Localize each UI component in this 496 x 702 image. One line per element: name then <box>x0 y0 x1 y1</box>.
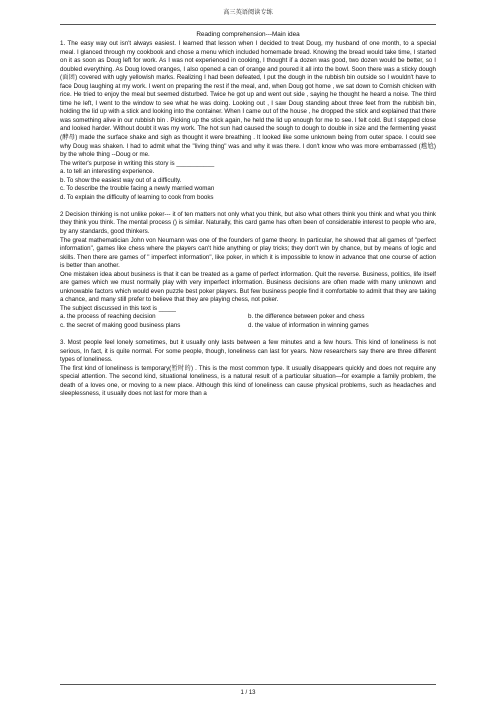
page-number: 1 / 13 <box>240 690 256 696</box>
q2-paragraph-2: The great mathematician John von Neumann was one of the founders of game theory. In particular, he showed that all games of "perfect information", games like chess where the players can't hide anything or play tricks; they don't win by chance, but by means of logic and skills. Then there are games of " imperfect information", like poker, in which it is impossible to know in advance that one course of action is better than another. <box>60 236 436 270</box>
q2-paragraph-3: One mistaken idea about business is that it can be treated as a game of perfect information. Quit the reverse. Business, politics, life itself are games which we must normally play with very imperfect information. Business decisions are often made with many unknown and unknowable factors which would even puzzle best poker players. But few business people find it comfortable to admit that they are taking a chance, and many still prefer to believe that they are playing chess, not poker. <box>60 270 436 304</box>
q1-option-a: a. to tell an interesting experience. <box>60 168 155 176</box>
q1-option-c: c. To describe the trouble facing a newly married woman <box>60 185 215 193</box>
section-spacer <box>60 331 436 340</box>
q3-paragraph-2: The first kind of loneliness is temporary(暂时的) . This is the most common type. It usually disappears quickly and does not require any special attention. The second kind, situational loneliness, is a natural result of a particular situation—for example a family problem, the death of a loves one, or moving to a new place. Although this kind of loneliness can cause physical problems, such as headaches and sleeplessness, it usually does not last for more than a <box>60 364 436 398</box>
q2-option-b: b. the difference between poker and chess <box>248 313 365 321</box>
q1-option-d: d. To explain the difficulty of learning to cook from books <box>60 193 214 201</box>
header-divider <box>60 24 436 25</box>
page-header: 高三英语阅读专练 <box>223 9 273 16</box>
section-spacer <box>60 202 436 211</box>
q2-question: The subject discussed in this text is _____ <box>60 304 176 312</box>
q2-option-d: d. the value of information in winning games <box>248 322 369 329</box>
q1-passage: 1. The easy way out isn't always easiest. I learned that lesson when I decided to treat Doug, my husband of one month, to a special meal. I glanced through my cookbook and chose a menu which included homemade bread. Knowing the bread would take time, I started on it as soon as Doug left for work. As I was not experienced in cooking, I thought if a dozen was good, two dozen would be better, so I doubled everything. As Doug loved oranges, I also opened a can of orange and poured it all into the bowl. Soon there was a sticky dough (面团) covered with ugly yellowish marks. Realizing I had been defeated, I put the dough in the rubbish bin outside so I wouldn't have to face Doug laughing at my work. I went on preparing the rest if the meal, and, when Doug got home , we sat down to Cornish chicken with rice. He tried to enjoy the meal but seemed disturbed. Twice he got up and went out side , saying he thought he heard a noise. The third time he left, I went to the window to see what he was doing. Looking out , I saw Doug standing about three feet from the rubbish bin, holding the lid up with a stick and looking into the container. When I came out of the house , he dropped the stick and explained that there was something alive in our rubbish bin . Picking up the stick again, he held the lid up enough for me to see. I felt cold. But I stepped close and looked harder. Without doubt it was my work. The hot sun had caused the sough to dough to double in size and the fermenting yeast (酵母) made the surface shake and sigh as thought it were breathing . It looked like some unknown being from outer space. I could see why Doug was shaken. I had to admit what the "living thing" was and why it was there. I don't know who was more embarrassed (尴尬) by the whole thing --Doug or me. <box>60 40 436 159</box>
q2-option-a: a. the process of reaching decision <box>60 313 156 321</box>
q2-options-row-1 <box>60 313 436 322</box>
footer-divider <box>60 684 436 685</box>
q1-question: The writer's purpose in writing this story is ___________ <box>60 159 215 167</box>
q2-paragraph-1: 2 Decision thinking is not unlike poker--- it of ten matters not only what you think, but also what others think you think and what you think they think you think. The mental process () is similar. Naturally, this card game has often been of considerable interest to people who are, by any standards, good thinkers. <box>60 210 436 235</box>
q1-option-b: b. To show the easiest way out of a difficulty. <box>60 176 182 184</box>
q2-option-c: c. the secret of making good business plans <box>60 322 181 329</box>
q2-options-row-2 <box>60 322 436 331</box>
q3-paragraph-1: 3. Most people feel lonely sometimes, but it usually only lasts between a few minutes and a few hours. This kind of loneliness is not serious, In fact, it is quite normal. For some people, though, loneliness can last for years. Now researchers say there are three different types of loneliness. <box>60 339 436 364</box>
page-title: Reading comprehension---Main idea <box>196 31 300 38</box>
